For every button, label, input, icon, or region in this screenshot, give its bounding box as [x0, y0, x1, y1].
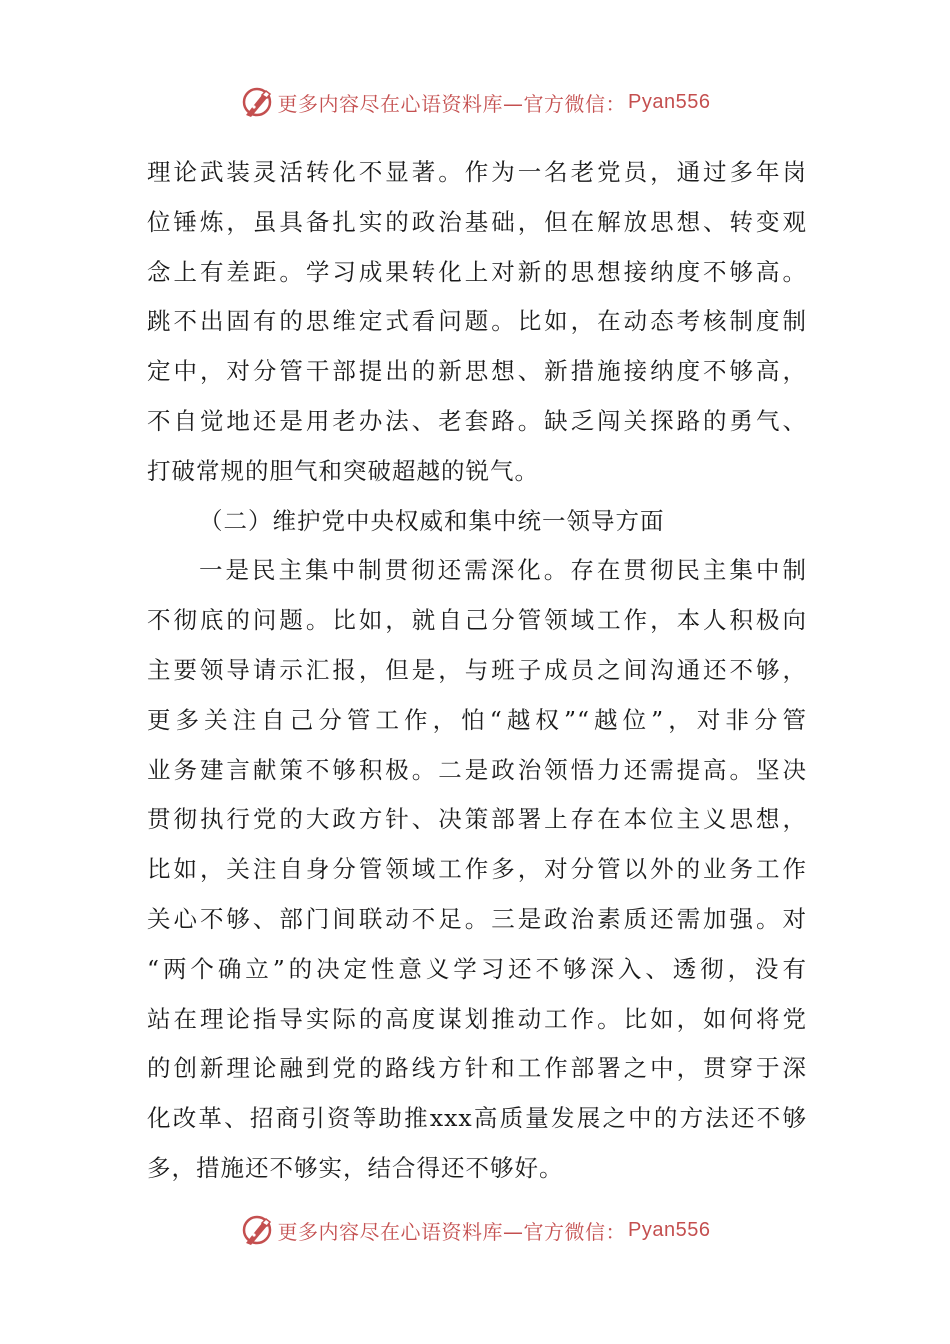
text-line: 打破常规的胆气和突破超越的锐气。: [147, 456, 539, 485]
text-line: 位锤炼，虽具备扎实的政治基础，但在解放思想、转变观: [147, 207, 807, 236]
section-heading: （二）维护党中央权威和集中统一领导方面: [199, 506, 665, 535]
text-line: 理论武装灵活转化不显著。作为一名老党员，通过多年岗: [147, 158, 807, 186]
text-line: 不自觉地还是用老办法、老套路。缺乏闯关探路的勇气、: [147, 406, 807, 435]
text-line: 念上有差距。学习成果转化上对新的思想接纳度不够高。: [147, 257, 807, 286]
text-line: 业务建言献策不够积极。二是政治领悟力还需提高。坚决: [147, 755, 807, 784]
header-watermark: [0, 80, 950, 124]
paragraph-democratic-centralism: [147, 546, 807, 1193]
watermark-text: 更多内容尽在心语资料库—官方微信：: [277, 91, 627, 116]
text-line: 不彻底的问题。比如，就自己分管领域工作，本人积极向: [147, 606, 807, 635]
text-line: 关心不够、部门间联动不足。三是政治素质还需加强。对: [147, 904, 807, 933]
text-line: 一是民主集中制贯彻还需深化。存在贯彻民主集中制: [199, 556, 807, 585]
text-line: 多，措施还不够实，结合得还不够好。: [147, 1153, 564, 1182]
watermark-wechat-id: Pyan556: [628, 90, 711, 113]
footer-watermark: [0, 1208, 950, 1252]
pen-nib-circle-logo-icon: [240, 85, 274, 119]
text-line: 化改革、招商引资等助推xxx高质量发展之中的方法还不够: [147, 1104, 807, 1133]
pen-nib-circle-logo-icon: [240, 1213, 274, 1247]
text-line: 更多关注自己分管工作，怕“越权”“越位”，对非分管: [147, 705, 807, 734]
text-line: 主要领导请示汇报，但是，与班子成员之间沟通还不够，: [147, 655, 807, 684]
text-line: 跳不出固有的思维定式看问题。比如，在动态考核制度制: [147, 307, 807, 336]
watermark-wechat-id: Pyan556: [628, 1218, 711, 1241]
text-line: 比如，关注自身分管领域工作多，对分管以外的业务工作: [147, 855, 807, 884]
text-line: 站在理论指导实际的高度谋划推动工作。比如，如何将党: [147, 1004, 807, 1033]
watermark-text: 更多内容尽在心语资料库—官方微信：: [277, 1219, 627, 1244]
document-body: [147, 148, 807, 1194]
text-line: 贯彻执行党的大政方针、决策部署上存在本位主义思想，: [147, 805, 807, 834]
text-line: 的创新理论融到党的路线方针和工作部署之中，贯穿于深: [147, 1054, 807, 1083]
paragraph-theory-armament: [147, 148, 807, 497]
text-line: “两个确立”的决定性意义学习还不够深入、透彻，没有: [147, 954, 807, 983]
text-line: 定中，对分管干部提出的新思想、新措施接纳度不够高，: [147, 357, 807, 386]
